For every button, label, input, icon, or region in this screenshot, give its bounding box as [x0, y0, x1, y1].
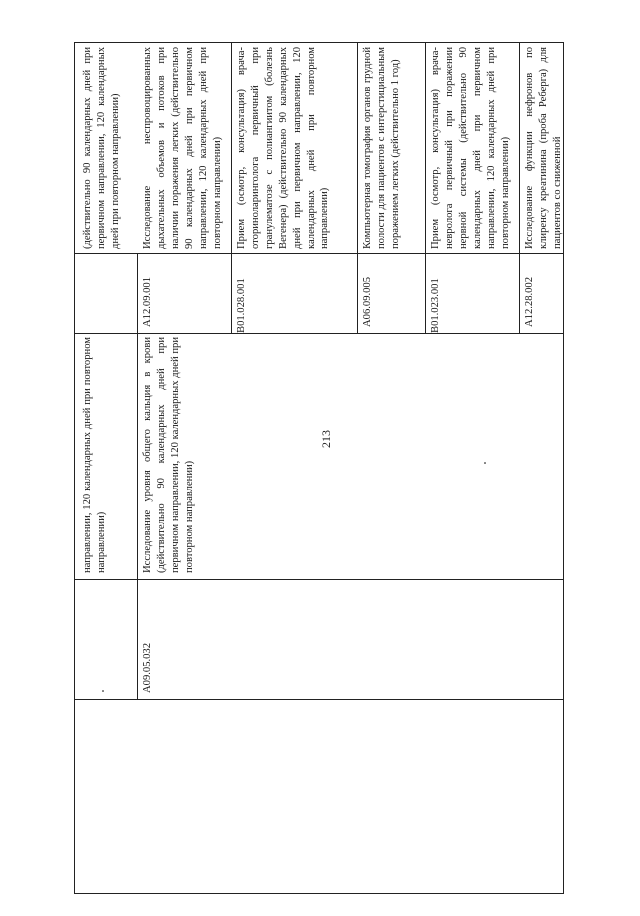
cell-host: [141, 337, 209, 573]
row-4-col-d: Компьютерная томография органов грудной полости для пациентов с интерстициальным поражением легких (действительно 1 год): [362, 47, 401, 249]
row-2-col-e: A12.09.001: [142, 276, 153, 327]
cell-host: [361, 257, 377, 327]
row-2-col-d: Исследование неспровоцированных дыхательных объемов и потоков при наличии поражения легких (действительно 90 календарных дней при первичном направлении, 120 календарных дней при повторном направлении): [142, 47, 223, 249]
column-divider: [75, 253, 563, 254]
page-number: 213: [319, 430, 333, 448]
row-3-col-d: Прием (осмотр, консультация) врача-оториноларинголога первичный при гранулематозе с полиангиитом (болезнь Вегенера) (действительно 90 календарных дней при первичном направлении, 120 календарных дней при повторном направлении): [236, 47, 331, 249]
cell-host: [523, 257, 539, 327]
row-5-col-d: Прием (осмотр, консультация) врача-невролога первичный при поражении нервной системы (действительно 90 календарных дней при первичном направлении, 120 календарных дней при повторном направлении): [430, 47, 511, 249]
row-divider: [357, 43, 358, 333]
cell-host: [361, 47, 423, 249]
cell-host: [235, 47, 355, 249]
cell-host: [141, 47, 229, 249]
cell-host: [429, 257, 445, 333]
row-6-col-e: A12.28.002: [524, 276, 535, 327]
row-6-col-d: Исследование функции нефронов по клиренсу креатинина (проба Реберга) для пациентов со сниженной: [524, 47, 563, 249]
column-divider: [75, 333, 563, 334]
cell-host: [81, 337, 137, 573]
services-table: [74, 42, 564, 894]
row-3-col-e: B01.028.001: [236, 278, 247, 333]
cell-host: [429, 47, 517, 249]
row-5-col-e: B01.023.001: [430, 278, 441, 333]
cell-host: [141, 603, 157, 693]
row-divider: [231, 43, 232, 333]
row-divider: [519, 43, 520, 333]
row-1-col-d: (действительно 90 календарных дней при первичном направлении, 120 календарных дней при повторном направлении): [82, 47, 121, 249]
column-divider: [75, 579, 563, 580]
row-2-col-b: Исследование уровня общего кальция в крови (действительно 90 календарных дней при первичном направлении, 120 календарных дней при повторном направлении): [142, 337, 195, 573]
cell-host: [141, 257, 157, 327]
row-1-col-b: направлении, 120 календарных дней при повторном направлении): [82, 337, 107, 573]
cell-host: [81, 47, 141, 249]
cell-host: [523, 47, 563, 249]
row-divider: [425, 43, 426, 333]
row-2-col-c: A09.05.032: [142, 642, 153, 693]
row-divider: [137, 253, 138, 699]
row-4-col-e: A06.09.005: [362, 276, 373, 327]
cell-host: [235, 257, 251, 333]
column-divider: [75, 699, 563, 700]
